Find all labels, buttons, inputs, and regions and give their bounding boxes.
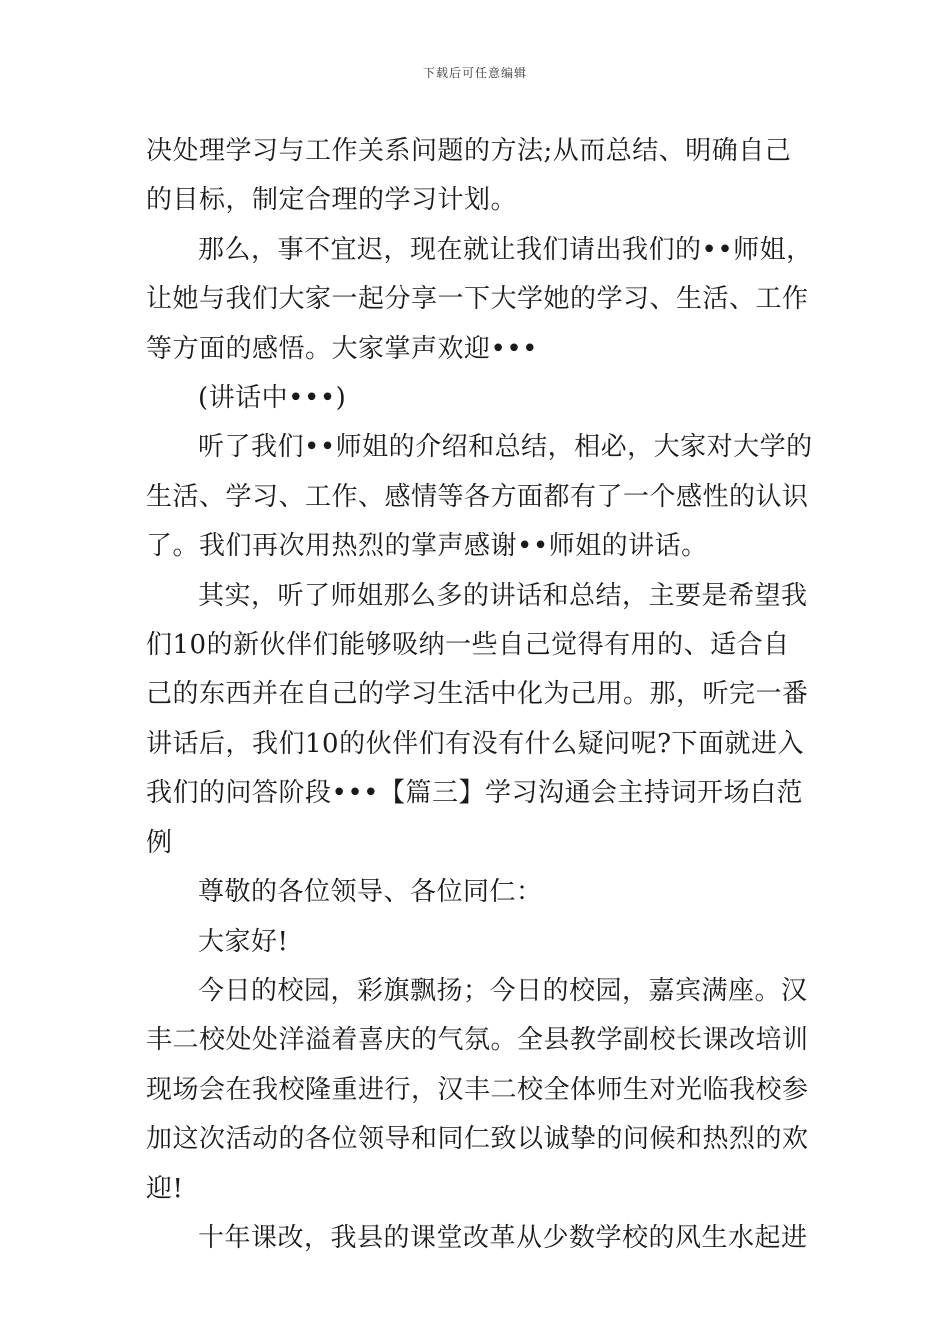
page-header: 下载后可任意编辑 [422,66,527,80]
document-body [146,127,816,1263]
paragraph: 听了我们••师姐的介绍和总结，相必，大家对大学的生活、学习、工作、感情等各方面都有了一个感性的认识了。我们再次用热烈的掌声感谢••师姐的讲话。 [146,432,813,562]
paragraph: 今日的校园，彩旗飘扬；今日的校园，嘉宾满座。汉丰二校处处洋溢着喜庆的气氛。全县教学副校长课改培训现场会在我校隆重进行，汉丰二校全体师生对光临我校参加这次活动的各位领导和同仁致以诚挚的问候和热烈的欢迎! [146,975,809,1204]
paragraph: 那么，事不宜迟，现在就让我们请出我们的••师姐，让她与我们大家一起分享一下大学她的学习、生活、工作等方面的感悟。大家掌声欢迎••• [146,234,813,364]
paragraph-greeting: 大家好! [198,926,289,957]
paragraph-continuation: 决处理学习与工作关系问题的方法;从而总结、明确自己的目标，制定合理的学习计划。 [146,136,792,216]
paragraph: 其实，听了师姐那么多的讲话和总结，主要是希望我们10的新伙伴们能够吸纳一些自己觉得有用的、适合自己的东西并在自己的学习生活中化为己用。那，听完一番讲话后，我们10的伙伴们有没有什么疑问呢?下面就进入我们的问答阶段•••【篇三】学习沟通会主持词开场白范例 [146,580,809,858]
paragraph-salutation: 尊敬的各位领导、各位同仁： [198,877,543,908]
paragraph: 十年课改，我县的课堂改革从少数学校的风生水起进 [198,1222,808,1253]
paragraph: (讲话中•••) [198,383,347,414]
